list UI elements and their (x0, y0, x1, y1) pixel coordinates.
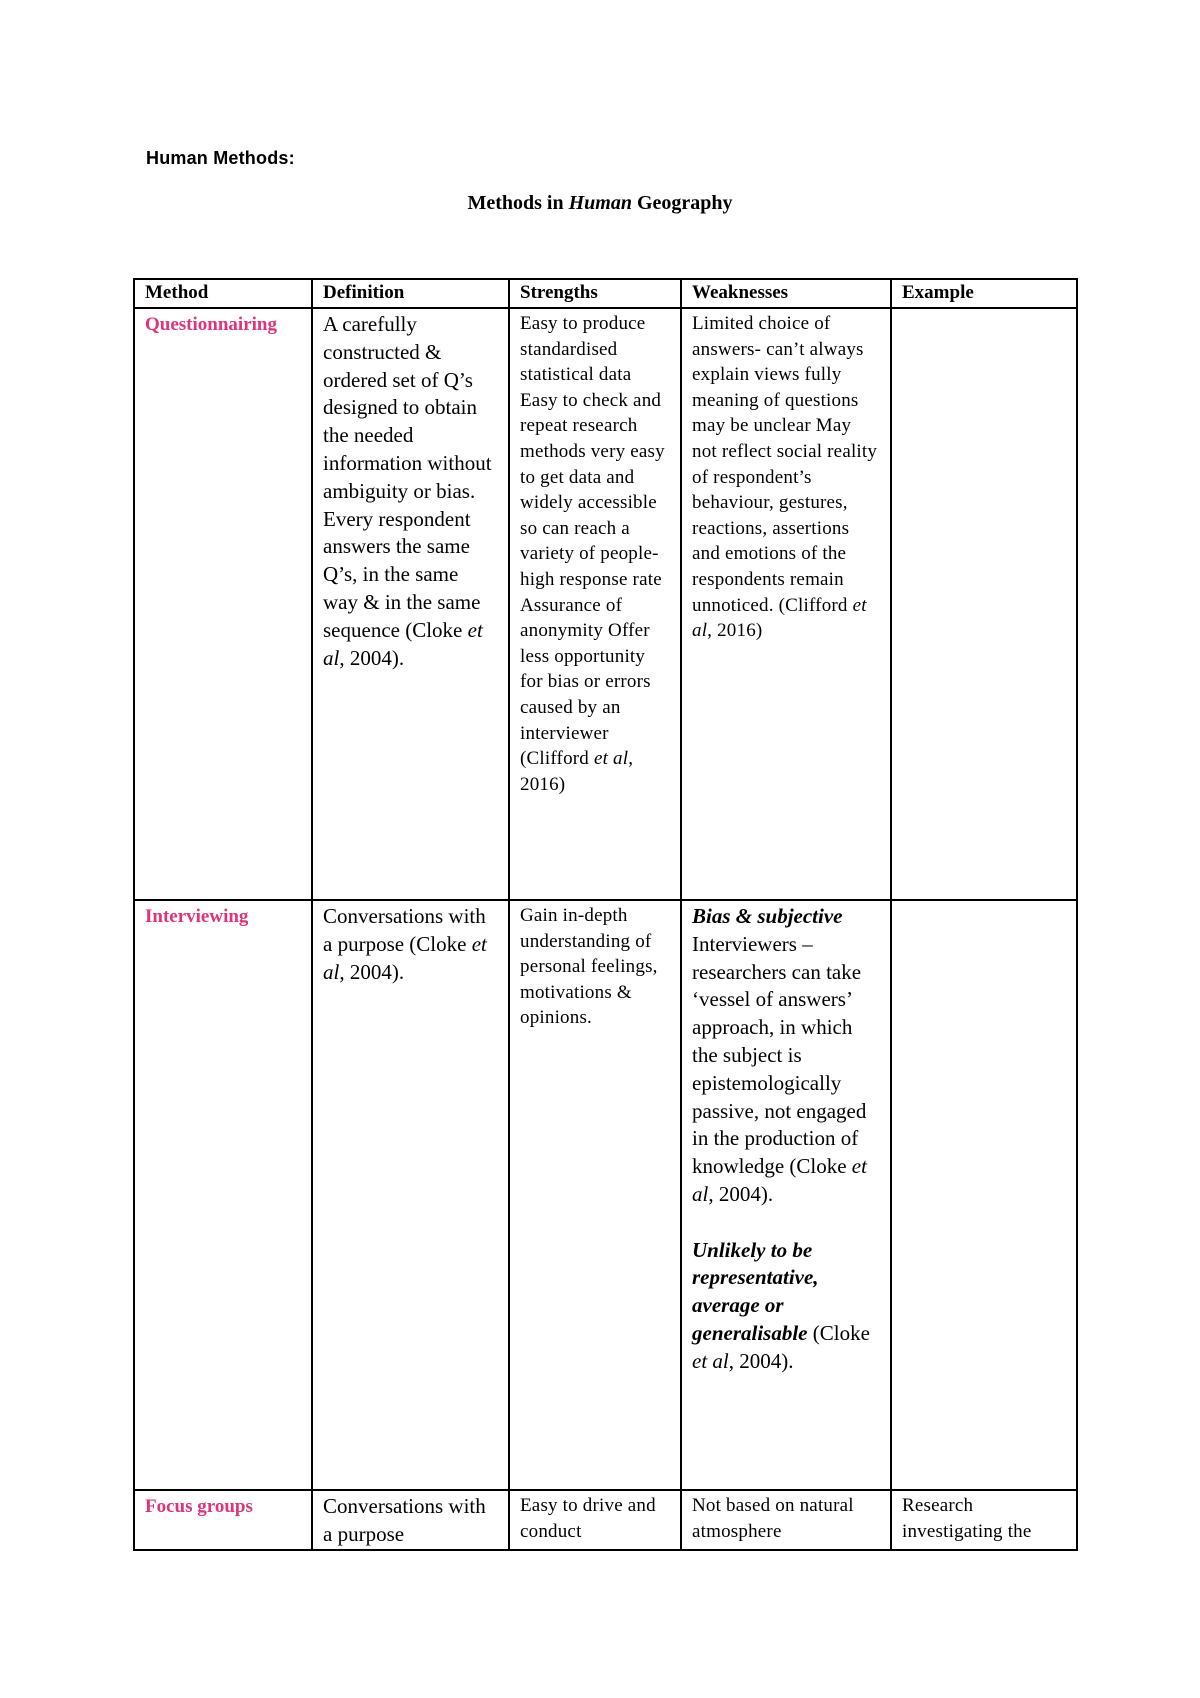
weaknesses-cell: Not based on natural atmosphere (681, 1490, 891, 1550)
example-cell: Research investigating the (891, 1490, 1077, 1550)
weaknesses-cell: Limited choice of answers- can’t always explain views fully meaning of questions may be unclear May not reflect social reality of respondent’s behaviour, gestures, reactions, assertions and emotions of the respondents remain unnoticed. (Clifford et al, 2016) (681, 308, 891, 900)
weaknesses-cell: Bias & subjective Interviewers – researchers can take ‘vessel of answers’ approach, in which the subject is epistemologically passive, not engaged in the production of knowledge (Cloke et al, 2004). Unlikely to be representative, average or generalisable (Cloke et al, 2004). (681, 900, 891, 1490)
method-cell (134, 900, 312, 1490)
example-cell (891, 308, 1077, 900)
strengths-cell: Easy to produce standardised statistical data Easy to check and repeat research methods very easy to get data and widely accessible so can reach a variety of people- high response rate Assurance of anonymity Offer less opportunity for bias or errors caused by an interviewer (Clifford et al, 2016) (509, 308, 681, 900)
header-weaknesses: Weaknesses (681, 279, 891, 308)
table-row (134, 900, 1077, 1490)
definition-cell: A carefully constructed & ordered set of Q’s designed to obtain the needed information without ambiguity or bias. Every respondent answers the same Q’s, in the same way & in the same sequence (Cloke et al, 2004). (312, 308, 509, 900)
header-strengths: Strengths (509, 279, 681, 308)
table-header-row (134, 279, 1077, 308)
method-cell (134, 1490, 312, 1550)
method-cell (134, 308, 312, 900)
definition-cell: Conversations with a purpose (312, 1490, 509, 1550)
methods-table (133, 278, 1078, 1551)
header-definition: Definition (312, 279, 509, 308)
table-row (134, 1490, 1077, 1550)
header-example: Example (891, 279, 1077, 308)
method-name: Focus groups (145, 1496, 253, 1517)
method-name: Questionnairing (145, 314, 277, 335)
page-title: Methods in Human Geography (467, 192, 733, 214)
section-heading: Human Methods: (146, 148, 295, 168)
header-method: Method (134, 279, 312, 308)
strengths-cell: Easy to drive and conduct (509, 1490, 681, 1550)
example-cell (891, 900, 1077, 1490)
table-row (134, 308, 1077, 900)
definition-cell: Conversations with a purpose (Cloke et al, 2004). (312, 900, 509, 1490)
method-name: Interviewing (145, 906, 249, 927)
strengths-cell: Gain in-depth understanding of personal feelings, motivations & opinions. (509, 900, 681, 1490)
